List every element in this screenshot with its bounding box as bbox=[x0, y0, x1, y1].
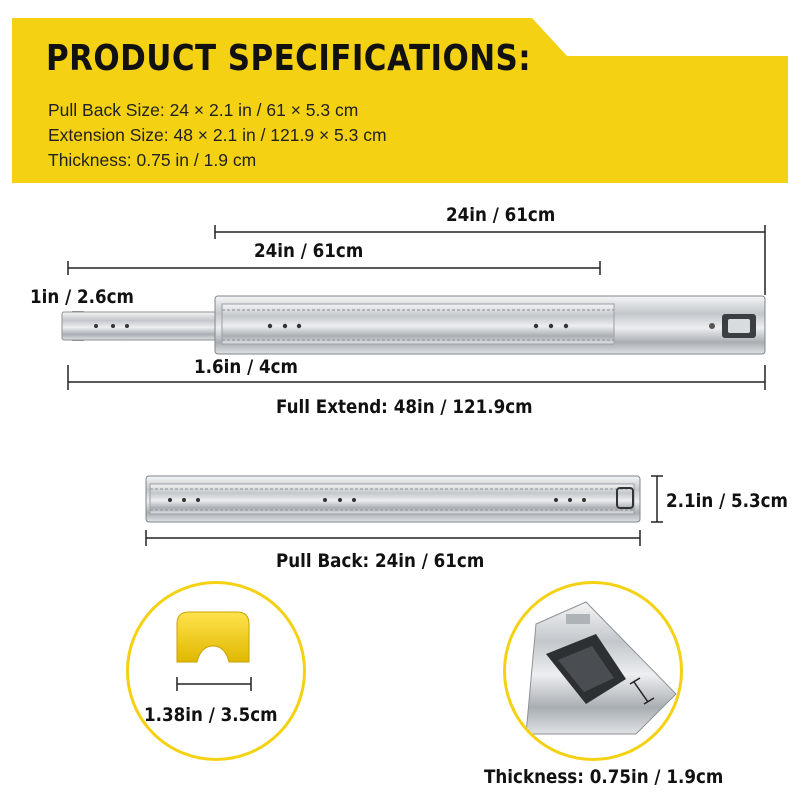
dim-mid bbox=[68, 261, 600, 275]
height-dim-label: 1in / 2.6cm bbox=[30, 286, 134, 308]
extended-slide bbox=[62, 296, 765, 354]
profile-dim-label: 1.6in / 4cm bbox=[194, 356, 298, 378]
spec-extension-size: Extension Size: 48 × 2.1 in / 121.9 × 5.3 cm bbox=[48, 125, 387, 145]
pullback-height-label: 2.1in / 5.3cm bbox=[666, 490, 788, 512]
mid-dim-label: 24in / 61cm bbox=[254, 240, 364, 262]
dim-full-extend bbox=[68, 365, 765, 390]
full-extend-label: Full Extend: 48in / 121.9cm bbox=[276, 396, 533, 418]
pullback-length-label: Pull Back: 24in / 61cm bbox=[276, 550, 485, 572]
yellow-bumper-icon bbox=[129, 584, 303, 758]
spec-pull-back-size: Pull Back Size: 24 × 2.1 in / 61 × 5.3 cm bbox=[48, 100, 359, 120]
slide-end-closeup bbox=[506, 584, 680, 758]
bumper-detail-circle bbox=[126, 581, 306, 761]
thickness-detail-circle bbox=[503, 581, 683, 761]
thickness-label: Thickness: 0.75in / 1.9cm bbox=[484, 766, 724, 788]
spec-thickness: Thickness: 0.75 in / 1.9 cm bbox=[48, 150, 257, 170]
bumper-dim-label: 1.38in / 3.5cm bbox=[144, 704, 278, 726]
spec-title: PRODUCT SPECIFICATIONS: bbox=[46, 38, 532, 79]
top-dim-label: 24in / 61cm bbox=[446, 204, 556, 226]
pullback-slide bbox=[146, 476, 640, 522]
